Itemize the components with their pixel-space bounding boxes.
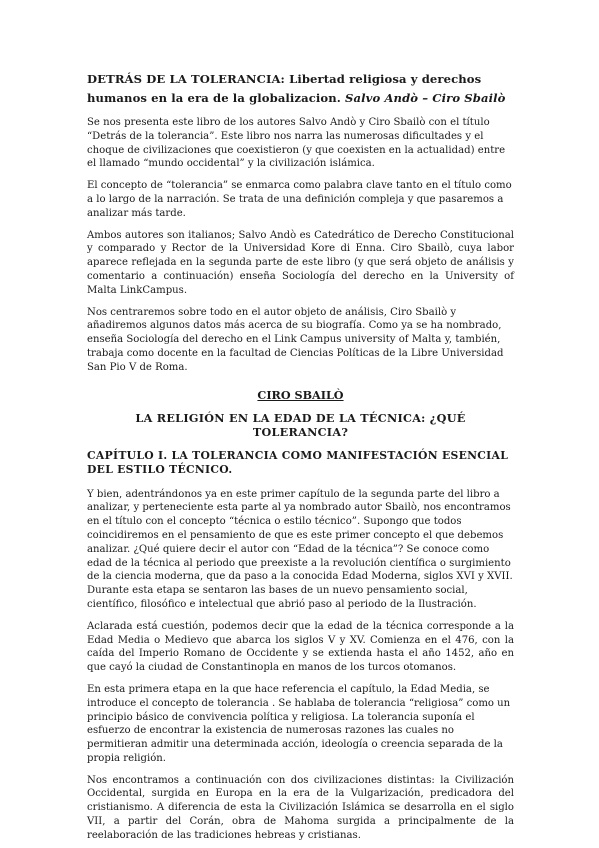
- chapter-paragraph-1: Y bien, adentrándonos ya en este primer capítulo de la segunda parte del libro a analizar, y perteneciente esta parte al ya nombrado autor Sbailò, nos encontramos en el título con el concepto “técnica o estilo técnico”. Supongo que todos coincidiremos en el pensamiento de que es este primer concepto el que debemos analizar. ¿Qué quiere decir el autor con “Edad de la técnica”? Se conoce como edad de la técnica al periodo que preexiste a la revolución científica o surgimiento de la ciencia moderna, que da paso a la conocida Edad Moderna, siglos XVI y XVII. Durante esta etapa se sentaron las bases de un nuevo pensamiento social, científico, filosófico e intelectual que abrió paso al periodo de la Ilustración.: [87, 488, 513, 610]
- section-heading: CIRO SBAILÒ: [257, 387, 344, 402]
- title-main: DETRÁS DE LA TOLERANCIA: Libertad religiosa y derechos humanos en la era de la globalizacion.: [87, 72, 482, 105]
- intro-paragraph-2: El concepto de “tolerancia” se enmarca como palabra clave tanto en el título como a lo largo de la narración. Se trata de una definición compleja y que pasaremos a analizar más tarde.: [87, 180, 512, 219]
- chapter-paragraph-4: Nos encontramos a continuación con dos civilizaciones distintas: la Civilización Occidental, surgida en Europa en la era de la Vulgarización, predicadora del cristianismo. A diferencia de esta la Civilización Islámica se desarrolla en el siglo VII, a partir del Corán, obra de Mahoma surgida a principalmente de la reelaboración de las tradiciones hebreas y cristianas.: [87, 774, 514, 841]
- chapter-heading: CAPÍTULO I. LA TOLERANCIA COMO MANIFESTACIÓN ESENCIAL DEL ESTILO TÉCNICO.: [87, 448, 509, 477]
- intro-paragraph-3: Ambos autores son italianos; Salvo Andò es Catedrático de Derecho Constitucional y comparado y Rector de la Universidad Kore di Enna. Ciro Sbailò, cuya labor aparece reflejada en la segunda parte de este libro (y que será objeto de análisis y comentario a continuación) enseña Sociología del derecho en la University of Malta LinkCampus.: [87, 229, 514, 296]
- intro-paragraph-4: Nos centraremos sobre todo en el autor objeto de análisis, Ciro Sbailò y añadiremos algunos datos más acerca de su biografía. Como ya se ha nombrado, enseña Sociología del derecho en el Link Campus university of Malta y, también, trabaja como docente en la facultad de Ciencias Políticas de la Libre Universidad San Pio V de Roma.: [87, 306, 504, 373]
- chapter-paragraph-2: Aclarada está cuestión, podemos decir que la edad de la técnica corresponde a la Edad Media o Medievo que abarca los siglos V y XV. Comienza en el 476, con la caída del Imperio Romano de Occidente y se extienda hasta el año 1452, año en que cayó la ciudad de Constantinopla en manos de los turcos otomanos.: [87, 620, 514, 674]
- document-title: [87, 70, 514, 108]
- chapter-paragraph-3: En esta primera etapa en la que hace referencia el capítulo, la Edad Media, se introduce el concepto de tolerancia . Se hablaba de tolerancia “religiosa” como un principio básico de convivencia política y religiosa. La tolerancia suponía el esfuerzo de encontrar la existencia de numerosas razones las cuales no permitieran admitir una determinada acción, ideología o creencia separada de la propia religión.: [87, 683, 511, 764]
- title-authors: Salvo Andò – Ciro Sbailò: [345, 91, 506, 105]
- section-subtitle: LA RELIGIÓN EN LA EDAD DE LA TÉCNICA: ¿QUÉ TOLERANCIA?: [135, 410, 466, 439]
- intro-paragraph-1: Se nos presenta este libro de los autores Salvo Andò y Ciro Sbailò con el título “Detrás de la tolerancia”. Este libro nos narra las numerosas dificultades y el choque de civilizaciones que coexistieron (y que coexisten en la actualidad) entre el llamado “mundo occidental” y la civilización islámica.: [87, 117, 506, 170]
